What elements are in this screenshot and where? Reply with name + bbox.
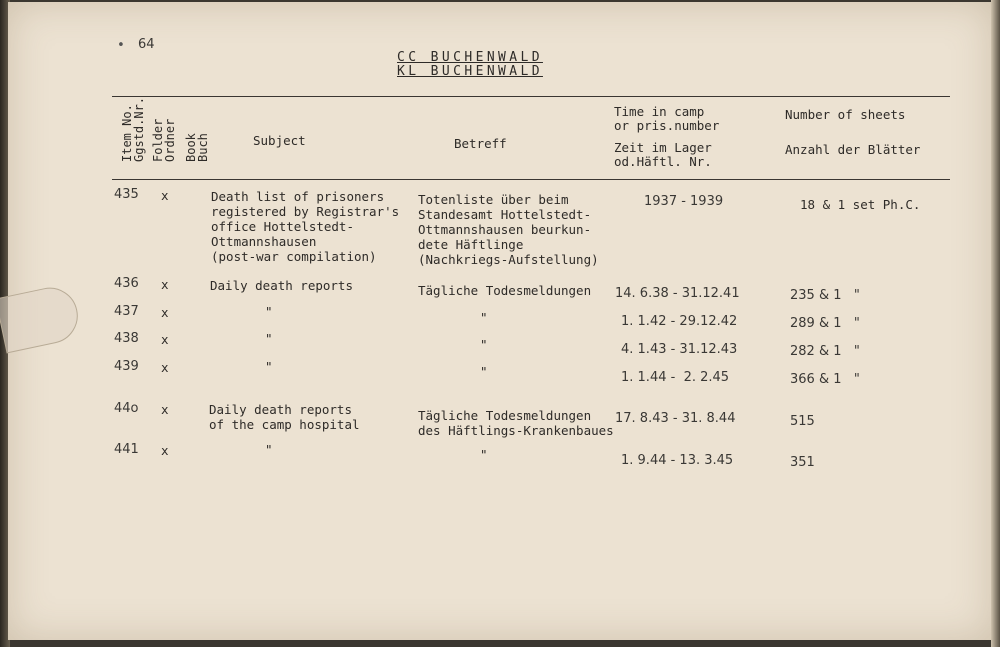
row-sheets: 289 & 1 " [790, 316, 860, 331]
row-time: 1. 9.44 - 13. 3.45 [621, 453, 734, 468]
row-betreff: " [480, 310, 488, 325]
header-time-en-2: or pris.number [614, 118, 720, 133]
row-folder-mark: x [161, 305, 169, 320]
header-betreff: Betreff [454, 136, 507, 151]
row-time: 1. 1.44 - 2. 2.45 [621, 370, 730, 385]
row-betreff: Tägliche Todesmeldungen des Häftlings-Krankenbaues [418, 408, 614, 438]
row-sheets: 18 & 1 set Ph.C. [800, 197, 921, 212]
row-folder-mark: x [161, 360, 169, 375]
row-time: 1937 - 1939 [644, 194, 724, 209]
header-top-rule [112, 96, 950, 97]
row-time: 4. 1.43 - 31.12.43 [621, 342, 738, 357]
header-ordner: Ordner [163, 118, 177, 162]
row-betreff: Tägliche Todesmeldungen [418, 283, 592, 298]
row-item-number: 436 [114, 276, 139, 291]
row-time: 1. 1.42 - 29.12.42 [621, 314, 738, 329]
row-item-number: 435 [114, 187, 139, 202]
page-mark: • [117, 38, 125, 53]
row-folder-mark: x [161, 443, 169, 458]
header-buch: Buch [196, 133, 210, 162]
header-ggstd-nr: Ggstd.Nr. [132, 96, 146, 162]
row-time: 17. 8.43 - 31. 8.44 [615, 411, 736, 426]
row-folder-mark: x [161, 277, 169, 292]
row-folder-mark: x [161, 188, 169, 203]
header-bottom-rule [112, 179, 950, 180]
row-betreff: " [480, 447, 488, 462]
row-sheets: 282 & 1 " [790, 344, 860, 359]
row-folder-mark: x [161, 332, 169, 347]
header-book: Book [184, 133, 198, 162]
row-betreff: Totenliste über beim Standesamt Hottelstedt- Ottmannshausen beurkun- dete Häftlinge (Nachkriegs-Aufstellung) [418, 192, 599, 267]
header-sheets-de: Anzahl der Blätter [785, 142, 921, 157]
header-time-de-1: Zeit im Lager [614, 140, 712, 155]
row-time: 14. 6.38 - 31.12.41 [615, 286, 740, 301]
row-sheets: 515 [790, 414, 815, 429]
row-sheets: 235 & 1 " [790, 288, 860, 303]
row-subject: " [265, 304, 273, 319]
row-subject: " [265, 359, 273, 374]
header-sheets-en: Number of sheets [785, 107, 906, 122]
row-subject: " [265, 442, 273, 457]
row-item-number: 441 [114, 442, 139, 457]
row-folder-mark: x [161, 402, 169, 417]
page-edge [991, 0, 1000, 647]
row-betreff: " [480, 337, 488, 352]
row-betreff: " [480, 364, 488, 379]
row-subject: Death list of prisoners registered by Registrar's office Hottelstedt- Ottmannshausen (post-war compilation) [211, 189, 400, 264]
title-line-2: KL BUCHENWALD [397, 64, 543, 79]
header-item-no: Item No. [120, 104, 134, 162]
row-item-number: 437 [114, 304, 139, 319]
title-line-1: CC BUCHENWALD [397, 50, 543, 65]
row-item-number: 44o [114, 401, 139, 416]
row-item-number: 438 [114, 331, 139, 346]
page-number: 64 [138, 37, 155, 52]
header-time-en-1: Time in camp [614, 104, 705, 119]
row-sheets: 351 [790, 455, 815, 470]
row-subject: " [265, 331, 273, 346]
header-subject: Subject [253, 133, 306, 148]
row-subject: Daily death reports of the camp hospital [209, 402, 360, 432]
header-time-de-2: od.Häftl. Nr. [614, 154, 712, 169]
row-item-number: 439 [114, 359, 139, 374]
header-folder: Folder [151, 118, 165, 162]
row-sheets: 366 & 1 " [790, 372, 860, 387]
row-subject: Daily death reports [210, 278, 353, 293]
